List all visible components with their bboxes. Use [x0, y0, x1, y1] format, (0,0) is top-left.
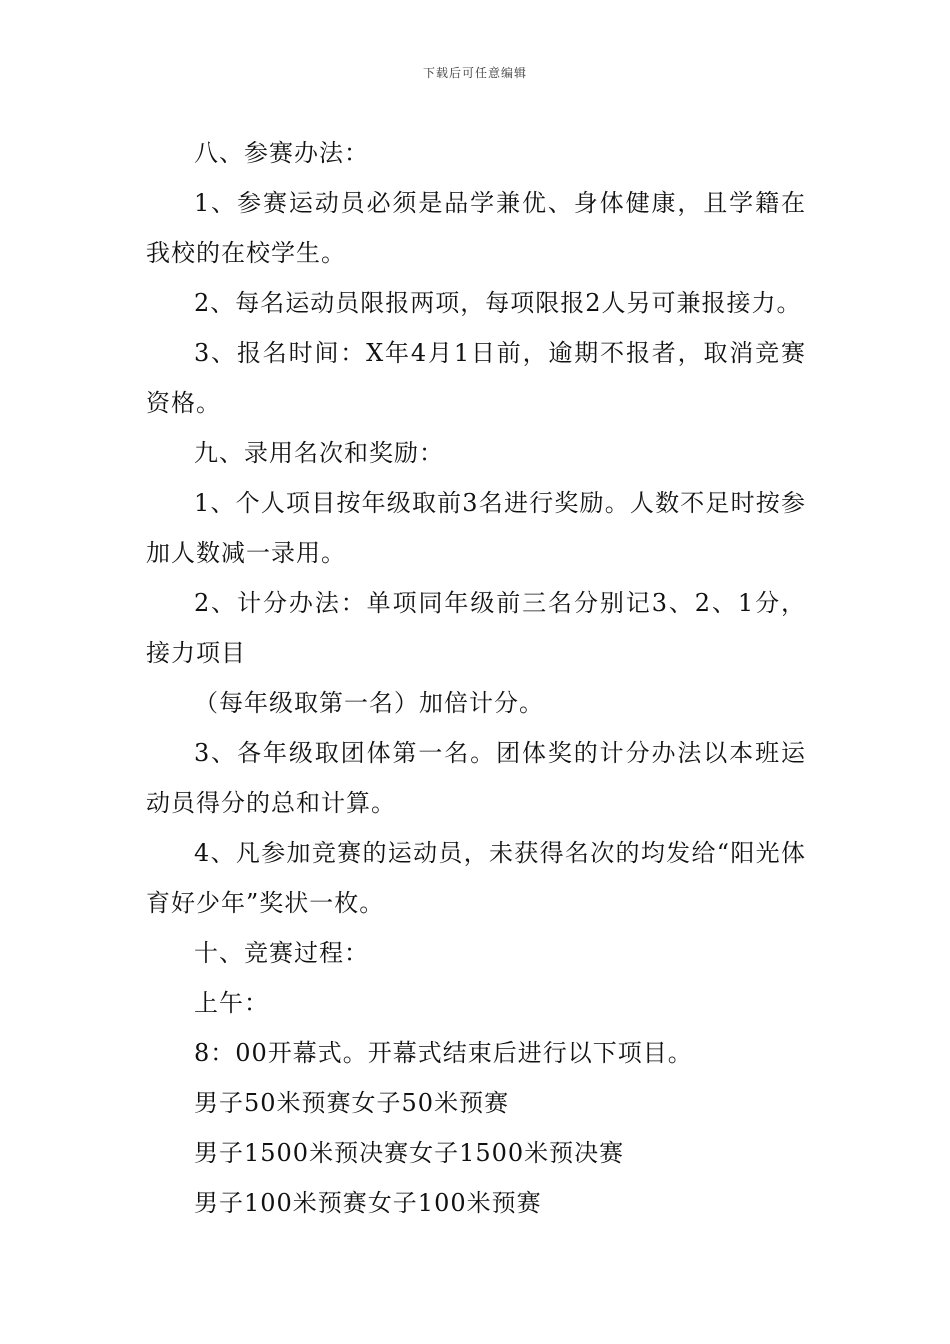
section-heading-entry-rules: 八、参赛办法：: [194, 139, 369, 167]
section-heading-competition-process: 十、竞赛过程：: [194, 939, 369, 967]
paragraph-registration-deadline: 3、报名时间：X年4月1日前，逾期不报者，取消竞赛资格。: [146, 339, 806, 417]
paragraph-scoring-relay-note: （每年级取第一名）加倍计分。: [194, 689, 544, 717]
schedule-opening-ceremony: 8：00开幕式。开幕式结束后进行以下项目。: [194, 1039, 693, 1067]
paragraph-participation-award: 4、凡参加竞赛的运动员，未获得名次的均发给“阳光体育好少年”奖状一枚。: [146, 839, 806, 917]
schedule-item-100m: 男子100米预赛女子100米预赛: [194, 1189, 542, 1217]
schedule-morning-label: 上午：: [194, 989, 269, 1017]
paragraph-entry-limit: 2、每名运动员限报两项，每项限报2人另可兼报接力。: [194, 289, 802, 317]
paragraph-individual-awards: 1、个人项目按年级取前3名进行奖励。人数不足时按参加人数减一录用。: [146, 489, 806, 567]
paragraph-scoring-method: 2、计分办法：单项同年级前三名分别记3、2、1分，接力项目: [146, 589, 806, 667]
schedule-item-1500m: 男子1500米预决赛女子1500米预决赛: [194, 1139, 625, 1167]
schedule-item-50m: 男子50米预赛女子50米预赛: [194, 1089, 510, 1117]
paragraph-eligibility: 1、参赛运动员必须是品学兼优、身体健康，且学籍在我校的在校学生。: [146, 189, 806, 267]
document-body: [146, 128, 806, 1228]
section-heading-ranking-awards: 九、录用名次和奖励：: [194, 439, 444, 467]
paragraph-team-award: 3、各年级取团体第一名。团体奖的计分办法以本班运动员得分的总和计算。: [146, 739, 806, 817]
page-header-note: 下载后可任意编辑: [422, 66, 527, 80]
